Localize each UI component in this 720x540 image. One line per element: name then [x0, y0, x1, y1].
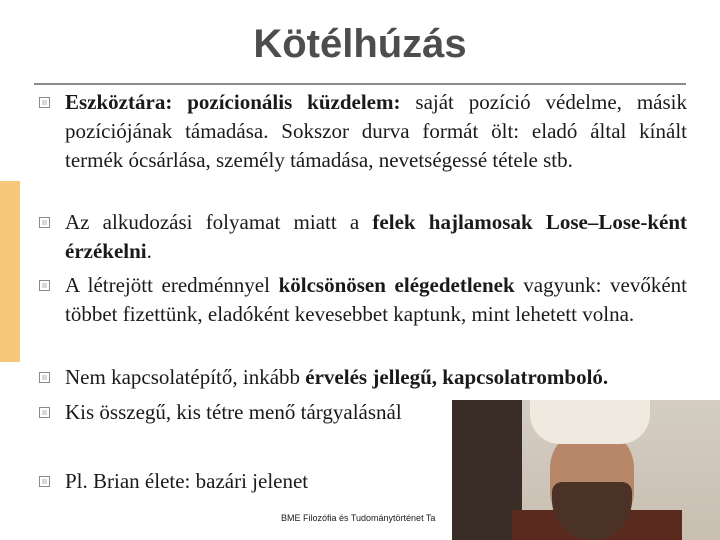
slide-title: Kötélhúzás [253, 22, 467, 66]
square-bullet-icon [39, 407, 50, 418]
bullet-text [65, 88, 687, 175]
bullet-plain-text: Nem kapcsolatépítő, inkább [65, 365, 306, 389]
square-bullet-icon [39, 217, 50, 228]
bullet-plain-text: Pl. Brian élete: bazári jelenet [65, 469, 309, 493]
square-bullet-icon [39, 97, 50, 108]
photo-headwrap [530, 400, 650, 444]
bullet-text [65, 271, 687, 329]
bullet-bold-text: kölcsönösen elégedetlenek [278, 273, 515, 297]
bullet-item [39, 208, 687, 266]
bullet-plain-text: Kis összegű, kis tétre menő tárgyalásnál [65, 400, 402, 424]
square-bullet-icon [39, 372, 50, 383]
bullet-text [65, 363, 687, 392]
bullet-plain-text: . [146, 239, 152, 263]
bullet-plain-text: saját pozíció védelme, másik pozíciójának támadása. Sokszor durva formát ölt: eladó által kínált termék ócsárlása, személy támadása, nevetségessé tétele stb. [65, 90, 687, 172]
slide-footer: BME Filozófia és Tudománytörténet Ta [281, 513, 436, 523]
bullet-item [39, 363, 687, 392]
bullet-plain-text: vagyunk: vevőként többet fizettünk, eladóként kevesebbet kaptunk, mint lehetett volna. [65, 273, 688, 326]
bullet-bold-text: felek hajlamosak Lose–Lose-ként érzékelni [65, 210, 687, 263]
bullet-plain-text: Az alkudozási folyamat miatt a [65, 210, 373, 234]
bullet-bold-text: Eszköztára: pozícionális küzdelem: [65, 90, 401, 114]
square-bullet-icon [39, 476, 50, 487]
square-bullet-icon [39, 280, 50, 291]
bullet-item [39, 88, 687, 175]
movie-still-image [452, 400, 720, 540]
bullet-plain-text: A létrejött eredménnyel [65, 273, 279, 297]
bullet-item [39, 271, 687, 329]
bullet-bold-text: érvelés jellegű, kapcsolatromboló. [305, 365, 609, 389]
bullet-text [65, 208, 687, 266]
